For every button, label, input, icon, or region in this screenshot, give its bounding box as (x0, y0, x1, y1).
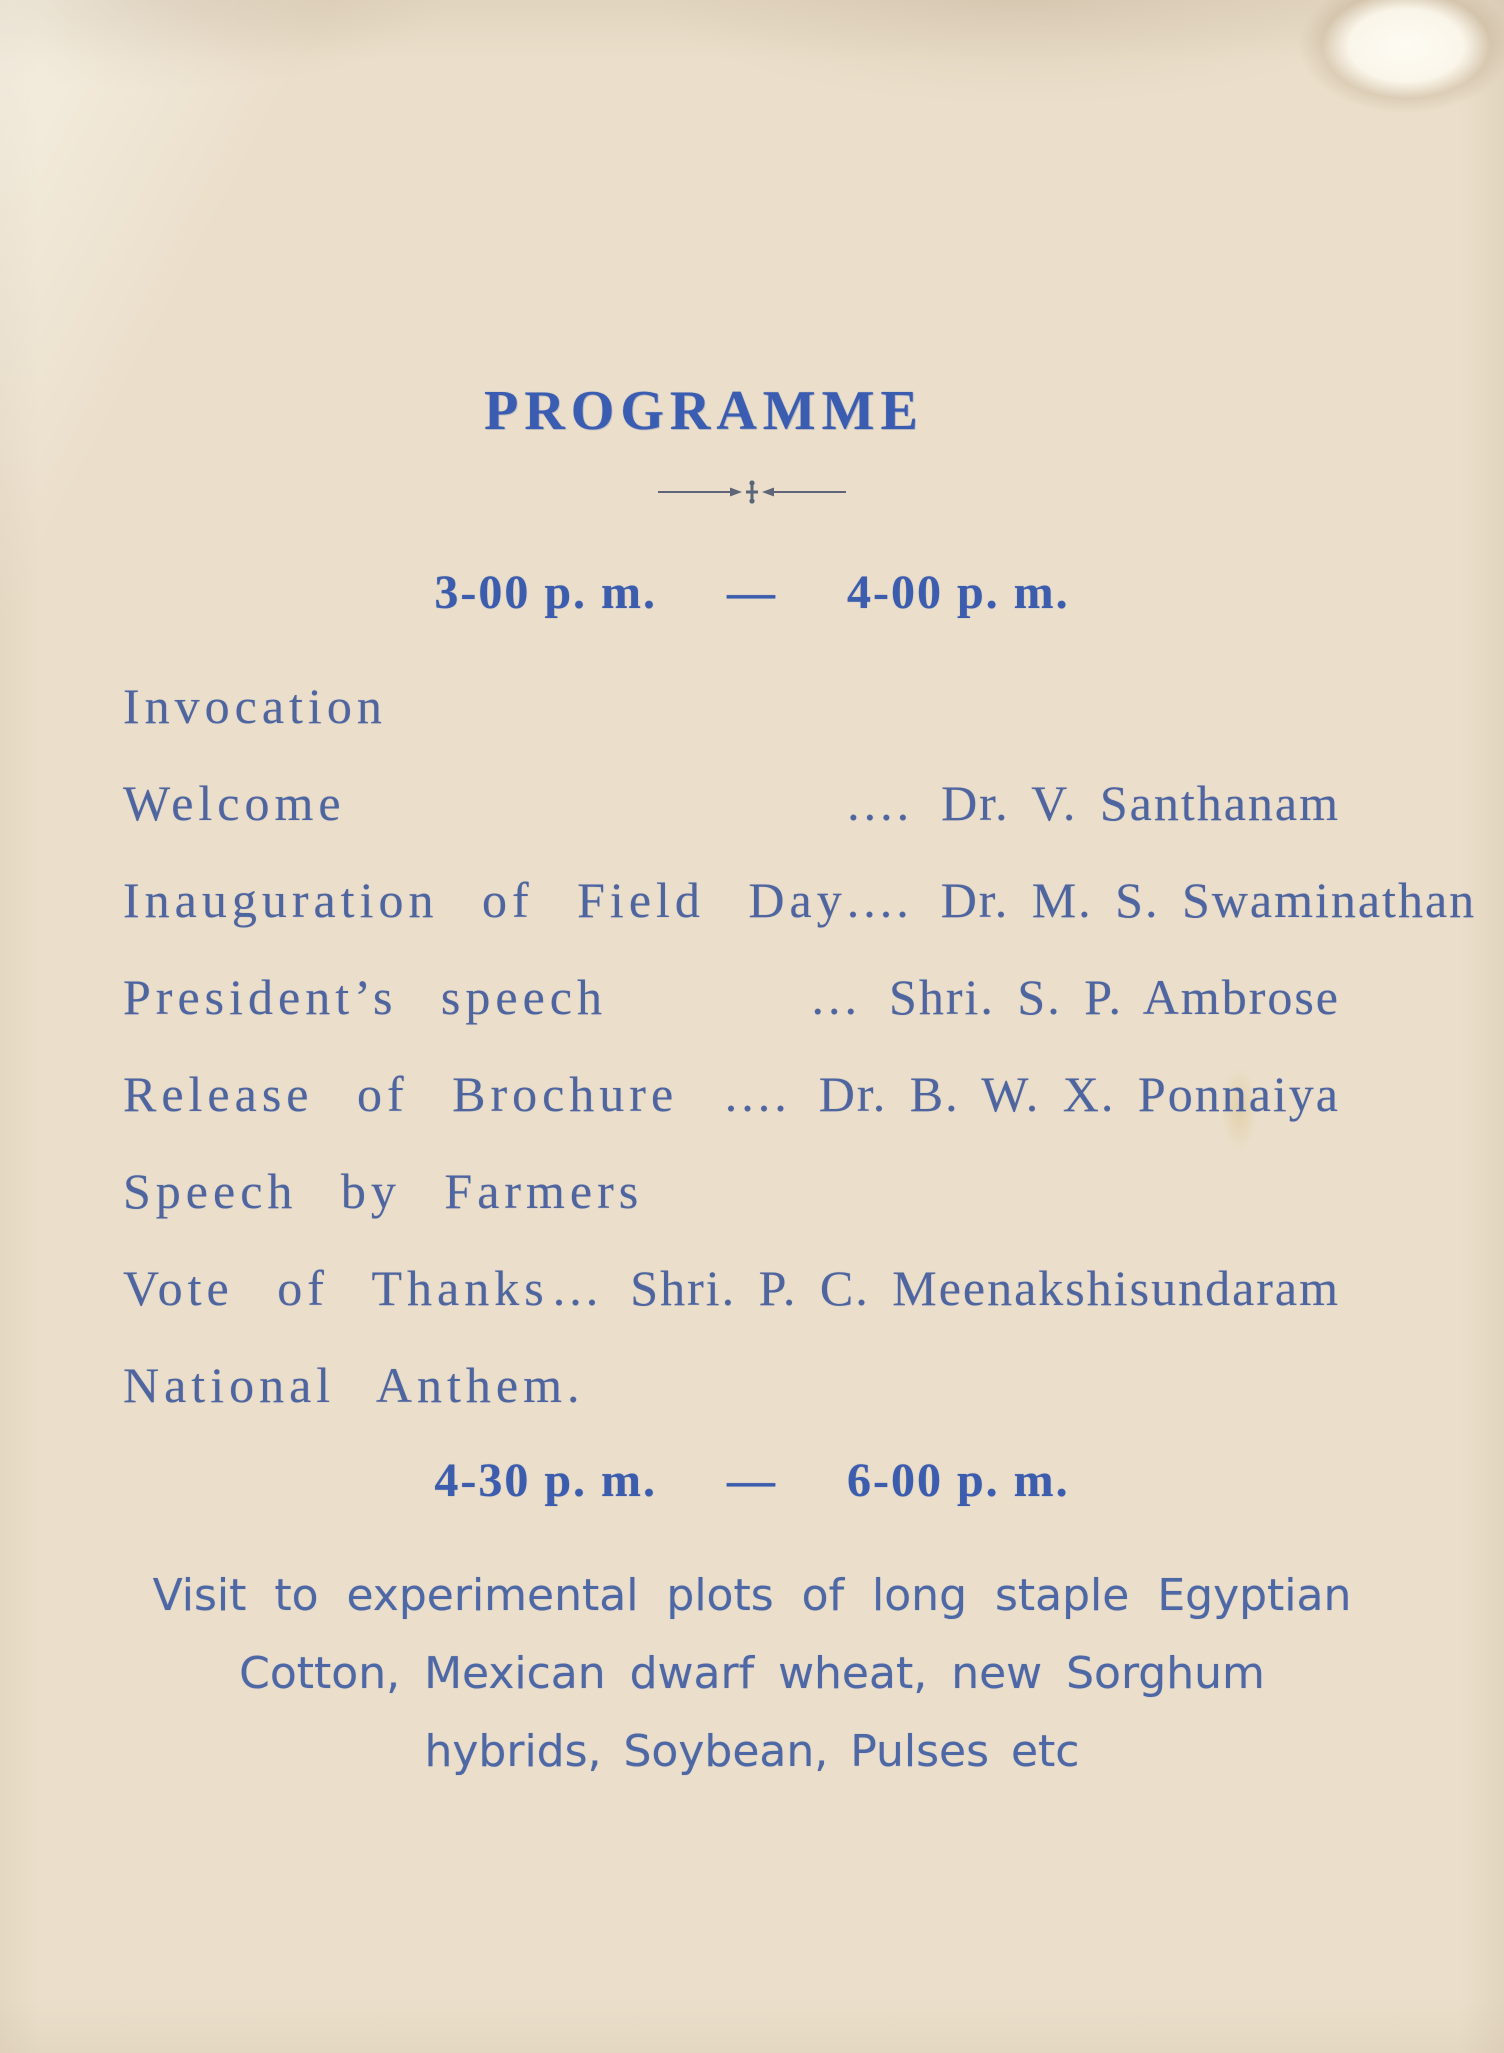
item-speaker: Shri. P. C. Meenakshisundaram (630, 1260, 1340, 1316)
item-speaker: Shri. S. P. Ambrose (889, 969, 1340, 1025)
closing-line: Visit to experimental plots of long staple Egyptian (152, 1570, 1352, 1621)
closing-line: Cotton, Mexican dwarf wheat, new Sorghum (239, 1648, 1265, 1699)
item-speaker: Dr. V. Santhanam (941, 775, 1340, 831)
closing-paragraph (0, 1557, 1504, 1791)
session2-start-time: 4-30 p. m. (434, 1454, 657, 1507)
list-item (123, 1357, 1340, 1413)
item-label: Inauguration of Field Day (123, 872, 847, 928)
divider-fleuron-icon (656, 479, 848, 505)
page-title: PROGRAMME (484, 380, 924, 442)
leader-dots: .... (847, 775, 914, 831)
session2-times (0, 1454, 1504, 1507)
item-label: Release of Brochure (123, 1066, 679, 1122)
ornamental-divider (0, 479, 1504, 505)
session2-dash: — (727, 1454, 777, 1507)
leader-dots: .... (724, 1066, 791, 1122)
list-item (123, 1066, 1340, 1122)
programme-list (123, 678, 1477, 1413)
item-label: Welcome (123, 775, 346, 831)
leader-dots: .... (846, 872, 913, 928)
item-label: Vote of Thanks (123, 1260, 549, 1316)
item-label: National Anthem. (123, 1357, 585, 1413)
session1-dash: — (727, 566, 777, 619)
list-item (123, 969, 1340, 1025)
session2-end-time: 6-00 p. m. (847, 1454, 1070, 1507)
session1-start-time: 3-00 p. m. (434, 566, 657, 619)
list-item (123, 1163, 1340, 1219)
list-item (123, 872, 1477, 928)
leader-dots: ... (552, 1260, 603, 1316)
item-label: Invocation (123, 678, 387, 734)
item-speaker: Dr. B. W. X. Ponnaiya (818, 1066, 1340, 1122)
item-label: President’s speech (123, 969, 607, 1025)
list-item (123, 1260, 1340, 1316)
list-item (123, 775, 1340, 831)
session1-end-time: 4-00 p. m. (847, 566, 1070, 619)
list-item (123, 678, 1340, 734)
item-label: Speech by Farmers (123, 1163, 644, 1219)
closing-line: hybrids, Soybean, Pulses etc (424, 1726, 1080, 1777)
item-speaker: Dr. M. S. Swaminathan (940, 872, 1477, 928)
session1-times (0, 566, 1504, 619)
leader-dots: ... (811, 969, 862, 1025)
